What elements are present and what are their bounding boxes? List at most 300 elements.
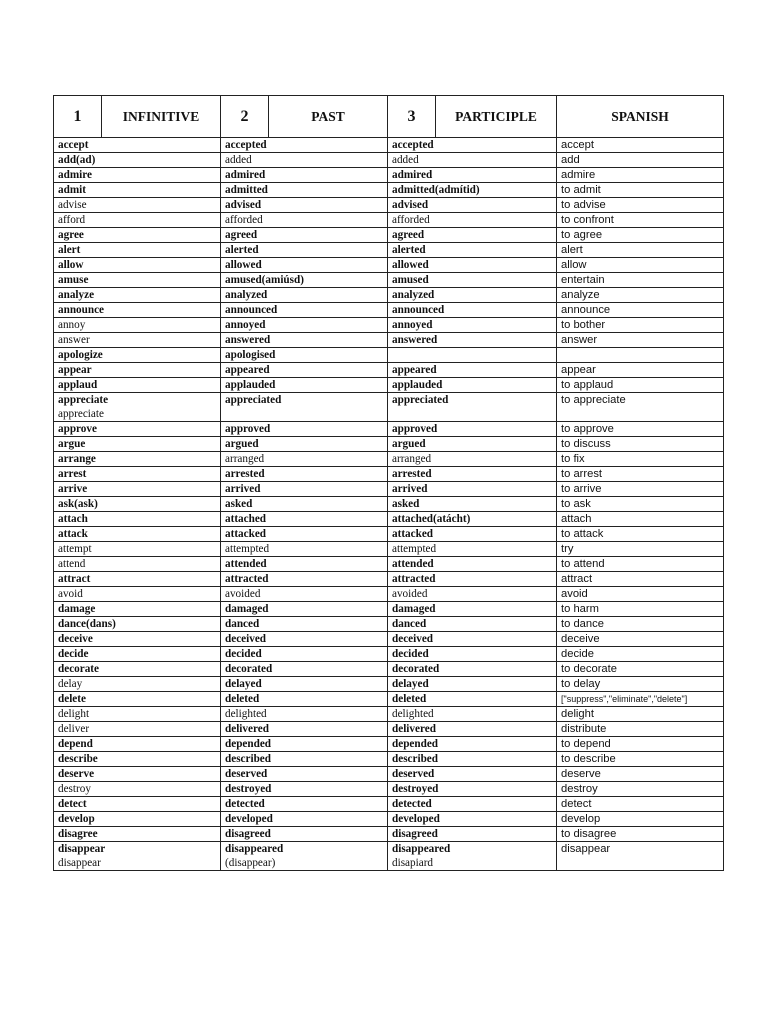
participle-cell-text: described <box>392 753 438 765</box>
infinitive-cell-text: delight <box>58 708 90 720</box>
infinitive-cell-text: amuse <box>58 274 89 286</box>
infinitive-cell-text: admire <box>58 169 92 181</box>
spanish-cell <box>557 512 724 527</box>
col-header-infinitive: INFINITIVE <box>102 96 221 138</box>
infinitive-cell <box>54 572 221 587</box>
past-cell <box>221 348 388 363</box>
participle-cell-text: disappeared <box>392 843 451 855</box>
spanish-cell-text: alert <box>561 244 583 256</box>
infinitive-cell-text: annoy <box>58 319 86 331</box>
spanish-cell-text: answer <box>561 334 598 346</box>
infinitive-cell <box>54 617 221 632</box>
participle-cell-text: danced <box>392 618 427 630</box>
infinitive-cell <box>54 602 221 617</box>
table-row <box>54 243 724 258</box>
past-cell-text: avoided <box>225 588 261 600</box>
participle-cell-text: delighted <box>392 708 434 720</box>
table-row <box>54 827 724 842</box>
infinitive-cell <box>54 587 221 602</box>
participle-cell <box>388 617 557 632</box>
participle-cell <box>388 243 557 258</box>
infinitive-cell <box>54 213 221 228</box>
past-cell-text: annoyed <box>225 319 266 331</box>
spanish-cell <box>557 692 724 707</box>
participle-cell <box>388 797 557 812</box>
spanish-cell <box>557 153 724 168</box>
spanish-cell-text: add <box>561 154 580 166</box>
infinitive-cell-text: appear <box>58 364 92 376</box>
table-row <box>54 303 724 318</box>
spanish-cell <box>557 303 724 318</box>
participle-cell <box>388 258 557 273</box>
past-cell <box>221 707 388 722</box>
spanish-cell <box>557 228 724 243</box>
past-cell <box>221 138 388 153</box>
participle-cell <box>388 497 557 512</box>
participle-cell <box>388 647 557 662</box>
spanish-cell <box>557 722 724 737</box>
col-header-participle: PARTICIPLE <box>436 96 557 138</box>
participle-cell <box>388 363 557 378</box>
participle-cell-text: depended <box>392 738 439 750</box>
infinitive-cell <box>54 467 221 482</box>
participle-cell-text: deleted <box>392 693 427 705</box>
spanish-cell-text: to discuss <box>561 438 611 450</box>
participle-cell-text: arrived <box>392 483 428 495</box>
past-cell <box>221 542 388 557</box>
infinitive-cell <box>54 318 221 333</box>
past-cell <box>221 842 388 871</box>
table-row <box>54 497 724 512</box>
col-header-past: PAST <box>269 96 388 138</box>
infinitive-cell-text: ask(ask) <box>58 498 98 510</box>
table-row <box>54 572 724 587</box>
past-cell-text: apologised <box>225 349 276 361</box>
spanish-cell <box>557 452 724 467</box>
past-cell <box>221 752 388 767</box>
infinitive-cell <box>54 198 221 213</box>
infinitive-cell-text: disappear <box>58 843 106 855</box>
spanish-cell <box>557 752 724 767</box>
infinitive-cell <box>54 168 221 183</box>
participle-cell-text: admired <box>392 169 433 181</box>
spanish-cell <box>557 288 724 303</box>
spanish-cell-text: deceive <box>561 633 600 645</box>
infinitive-cell <box>54 288 221 303</box>
infinitive-cell-text: arrive <box>58 483 88 495</box>
past-cell-text: decided <box>225 648 262 660</box>
past-cell-text: announced <box>225 304 278 316</box>
past-cell-text: attracted <box>225 573 269 585</box>
infinitive-cell-text: destroy <box>58 783 91 795</box>
participle-cell-text: deserved <box>392 768 435 780</box>
participle-cell <box>388 677 557 692</box>
participle-cell-text: accepted <box>392 139 434 151</box>
participle-cell-text: attended <box>392 558 434 570</box>
spanish-cell <box>557 662 724 677</box>
participle-cell <box>388 602 557 617</box>
past-cell-text: allowed <box>225 259 262 271</box>
past-cell <box>221 827 388 842</box>
spanish-cell <box>557 617 724 632</box>
col-number-3: 3 <box>388 96 436 138</box>
table-row <box>54 183 724 198</box>
spanish-cell <box>557 767 724 782</box>
table-row <box>54 617 724 632</box>
participle-cell <box>388 378 557 393</box>
spanish-cell-text: to approve <box>561 423 614 435</box>
participle-cell-text: developed <box>392 813 440 825</box>
participle-cell-text: attached(atácht) <box>392 513 471 525</box>
infinitive-cell-secondary-text: appreciate <box>58 408 104 420</box>
spanish-cell-text: allow <box>561 259 587 271</box>
participle-cell <box>388 782 557 797</box>
spanish-cell <box>557 243 724 258</box>
infinitive-cell-text: arrest <box>58 468 87 480</box>
past-cell-text: attacked <box>225 528 267 540</box>
participle-cell-text: amused <box>392 274 429 286</box>
infinitive-cell <box>54 333 221 348</box>
past-cell-text: attempted <box>225 543 270 555</box>
infinitive-cell <box>54 707 221 722</box>
past-cell <box>221 647 388 662</box>
spanish-cell <box>557 812 724 827</box>
participle-cell-text: answered <box>392 334 438 346</box>
col-header-spanish: SPANISH <box>557 96 724 138</box>
participle-cell-text: added <box>392 154 419 166</box>
participle-cell-text: attacked <box>392 528 434 540</box>
past-cell <box>221 243 388 258</box>
past-cell-text: delighted <box>225 708 267 720</box>
participle-cell-text: attempted <box>392 543 437 555</box>
participle-cell-text: agreed <box>392 229 425 241</box>
past-cell-text: danced <box>225 618 260 630</box>
past-cell <box>221 497 388 512</box>
infinitive-cell-text: allow <box>58 259 84 271</box>
infinitive-cell <box>54 752 221 767</box>
participle-cell-text: delivered <box>392 723 436 735</box>
infinitive-cell-text: analyze <box>58 289 95 301</box>
participle-cell-text: damaged <box>392 603 436 615</box>
participle-cell <box>388 467 557 482</box>
past-cell <box>221 378 388 393</box>
participle-cell <box>388 842 557 871</box>
participle-cell <box>388 228 557 243</box>
participle-cell-text: decorated <box>392 663 440 675</box>
spanish-cell <box>557 168 724 183</box>
participle-cell-text: afforded <box>392 214 430 226</box>
infinitive-cell <box>54 497 221 512</box>
past-cell-text: admired <box>225 169 266 181</box>
participle-cell <box>388 587 557 602</box>
infinitive-cell <box>54 557 221 572</box>
past-cell <box>221 393 388 422</box>
past-cell-text: developed <box>225 813 273 825</box>
spanish-cell-text: to arrest <box>561 468 603 480</box>
infinitive-cell <box>54 243 221 258</box>
table-row <box>54 557 724 572</box>
past-cell-text: admitted <box>225 184 268 196</box>
infinitive-cell-text: develop <box>58 813 95 825</box>
past-cell-text: analyzed <box>225 289 268 301</box>
past-cell <box>221 363 388 378</box>
past-cell-secondary-text: (disappear) <box>225 857 276 869</box>
past-cell-text: depended <box>225 738 272 750</box>
infinitive-cell <box>54 422 221 437</box>
table-row <box>54 168 724 183</box>
participle-cell-text: applauded <box>392 379 443 391</box>
spanish-cell <box>557 737 724 752</box>
infinitive-cell <box>54 842 221 871</box>
participle-cell <box>388 437 557 452</box>
participle-cell-text: detected <box>392 798 432 810</box>
spanish-cell-text: to admit <box>561 184 601 196</box>
table-row <box>54 258 724 273</box>
past-cell <box>221 422 388 437</box>
past-cell-text: destroyed <box>225 783 272 795</box>
past-cell <box>221 617 388 632</box>
participle-cell-text: delayed <box>392 678 429 690</box>
infinitive-cell-text: damage <box>58 603 96 615</box>
infinitive-cell-text: agree <box>58 229 84 241</box>
infinitive-cell <box>54 273 221 288</box>
spanish-cell-text: attach <box>561 513 592 525</box>
infinitive-cell <box>54 542 221 557</box>
table-row <box>54 467 724 482</box>
spanish-cell <box>557 183 724 198</box>
infinitive-cell-text: decorate <box>58 663 99 675</box>
spanish-cell-text: to confront <box>561 214 614 226</box>
spanish-cell-text: to arrive <box>561 483 602 495</box>
past-cell <box>221 662 388 677</box>
infinitive-cell-text: deserve <box>58 768 95 780</box>
infinitive-cell <box>54 452 221 467</box>
participle-cell <box>388 153 557 168</box>
infinitive-cell-text: apologize <box>58 349 103 361</box>
past-cell-text: alerted <box>225 244 259 256</box>
spanish-cell <box>557 422 724 437</box>
table-row <box>54 288 724 303</box>
table-row <box>54 722 724 737</box>
past-cell <box>221 333 388 348</box>
participle-cell-text: asked <box>392 498 420 510</box>
participle-cell-text: analyzed <box>392 289 435 301</box>
spanish-cell <box>557 467 724 482</box>
infinitive-cell-text: accept <box>58 139 89 151</box>
participle-cell-text: annoyed <box>392 319 433 331</box>
participle-cell-text: arranged <box>392 453 432 465</box>
past-cell <box>221 587 388 602</box>
infinitive-cell <box>54 378 221 393</box>
infinitive-cell <box>54 737 221 752</box>
past-cell-text: detected <box>225 798 265 810</box>
past-cell-text: added <box>225 154 252 166</box>
table-row <box>54 512 724 527</box>
spanish-cell <box>557 138 724 153</box>
infinitive-cell <box>54 153 221 168</box>
past-cell <box>221 782 388 797</box>
past-cell <box>221 512 388 527</box>
table-row <box>54 842 724 871</box>
spanish-cell-text: to delay <box>561 678 601 690</box>
table-row <box>54 752 724 767</box>
infinitive-cell <box>54 437 221 452</box>
spanish-cell <box>557 393 724 422</box>
participle-cell-text: announced <box>392 304 445 316</box>
spanish-cell <box>557 437 724 452</box>
participle-cell <box>388 572 557 587</box>
past-cell-text: disappeared <box>225 843 284 855</box>
past-cell-text: decorated <box>225 663 273 675</box>
infinitive-cell <box>54 662 221 677</box>
spanish-cell-text: detect <box>561 798 592 810</box>
infinitive-cell-text: attract <box>58 573 91 585</box>
table-row <box>54 138 724 153</box>
past-cell <box>221 767 388 782</box>
spanish-cell-text: to dance <box>561 618 604 630</box>
infinitive-cell <box>54 812 221 827</box>
past-cell-text: arrived <box>225 483 261 495</box>
past-cell-text: amused(amiúsd) <box>225 274 304 286</box>
table-row <box>54 737 724 752</box>
table-row <box>54 677 724 692</box>
infinitive-cell-text: disagree <box>58 828 98 840</box>
table-row <box>54 393 724 422</box>
participle-cell-text: admitted(admítid) <box>392 184 480 196</box>
infinitive-cell-text: attempt <box>58 543 92 555</box>
past-cell-text: asked <box>225 498 253 510</box>
participle-cell <box>388 632 557 647</box>
infinitive-cell <box>54 303 221 318</box>
participle-cell <box>388 482 557 497</box>
infinitive-cell <box>54 482 221 497</box>
table-row <box>54 527 724 542</box>
infinitive-cell-text: answer <box>58 334 90 346</box>
spanish-cell-text: delight <box>561 708 594 720</box>
spanish-cell-text: destroy <box>561 783 598 795</box>
table-row <box>54 632 724 647</box>
participle-cell <box>388 812 557 827</box>
infinitive-cell-text: applaud <box>58 379 98 391</box>
participle-cell <box>388 722 557 737</box>
spanish-cell-text: to agree <box>561 229 603 241</box>
infinitive-cell <box>54 767 221 782</box>
table-row <box>54 363 724 378</box>
table-row <box>54 812 724 827</box>
past-cell <box>221 797 388 812</box>
spanish-cell <box>557 497 724 512</box>
spanish-cell-text: try <box>561 543 574 555</box>
spanish-cell <box>557 842 724 871</box>
participle-cell <box>388 183 557 198</box>
infinitive-cell-text: describe <box>58 753 98 765</box>
spanish-cell-text: avoid <box>561 588 588 600</box>
participle-cell <box>388 707 557 722</box>
participle-cell <box>388 168 557 183</box>
spanish-cell-text: admire <box>561 169 596 181</box>
infinitive-cell-text: delay <box>58 678 83 690</box>
spanish-cell <box>557 707 724 722</box>
participle-cell-text: appeared <box>392 364 437 376</box>
col-number-2: 2 <box>221 96 269 138</box>
table-row <box>54 422 724 437</box>
past-cell <box>221 527 388 542</box>
spanish-cell-text: to fix <box>561 453 585 465</box>
table-row <box>54 782 724 797</box>
spanish-cell <box>557 213 724 228</box>
infinitive-cell <box>54 647 221 662</box>
past-cell-text: accepted <box>225 139 267 151</box>
past-cell <box>221 228 388 243</box>
col-number-1: 1 <box>54 96 102 138</box>
past-cell-text: advised <box>225 199 262 211</box>
infinitive-cell <box>54 258 221 273</box>
past-cell-text: afforded <box>225 214 263 226</box>
past-cell <box>221 602 388 617</box>
participle-cell <box>388 527 557 542</box>
past-cell <box>221 452 388 467</box>
spanish-cell <box>557 587 724 602</box>
infinitive-cell <box>54 782 221 797</box>
spanish-cell-text: to attack <box>561 528 604 540</box>
table-row <box>54 692 724 707</box>
participle-cell <box>388 827 557 842</box>
past-cell <box>221 632 388 647</box>
spanish-cell <box>557 647 724 662</box>
spanish-cell-text: distribute <box>561 723 607 735</box>
participle-cell <box>388 348 557 363</box>
infinitive-cell-text: detect <box>58 798 87 810</box>
verb-table-document <box>53 95 723 871</box>
table-row <box>54 333 724 348</box>
table-row <box>54 797 724 812</box>
spanish-cell-text: to applaud <box>561 379 614 391</box>
table-row <box>54 378 724 393</box>
spanish-cell-text: decide <box>561 648 594 660</box>
past-cell <box>221 198 388 213</box>
infinitive-cell-text: alert <box>58 244 81 256</box>
spanish-cell-text: to disagree <box>561 828 617 840</box>
past-cell <box>221 737 388 752</box>
participle-cell <box>388 393 557 422</box>
spanish-cell <box>557 258 724 273</box>
past-cell-text: appeared <box>225 364 270 376</box>
past-cell <box>221 722 388 737</box>
infinitive-cell-text: decide <box>58 648 89 660</box>
infinitive-cell-text: approve <box>58 423 97 435</box>
past-cell <box>221 557 388 572</box>
spanish-cell-text: attract <box>561 573 593 585</box>
table-row <box>54 198 724 213</box>
infinitive-cell-text: appreciate <box>58 394 109 406</box>
infinitive-cell <box>54 527 221 542</box>
participle-cell-text: avoided <box>392 588 428 600</box>
participle-cell <box>388 737 557 752</box>
table-row <box>54 228 724 243</box>
past-cell <box>221 183 388 198</box>
infinitive-cell <box>54 692 221 707</box>
participle-cell <box>388 333 557 348</box>
participle-cell-text: allowed <box>392 259 429 271</box>
infinitive-cell-text: arrange <box>58 453 96 465</box>
participle-cell-text: deceived <box>392 633 434 645</box>
table-row <box>54 437 724 452</box>
infinitive-cell <box>54 722 221 737</box>
past-cell <box>221 318 388 333</box>
past-cell-text: disagreed <box>225 828 271 840</box>
infinitive-cell <box>54 138 221 153</box>
spanish-cell-text: to advise <box>561 199 606 211</box>
